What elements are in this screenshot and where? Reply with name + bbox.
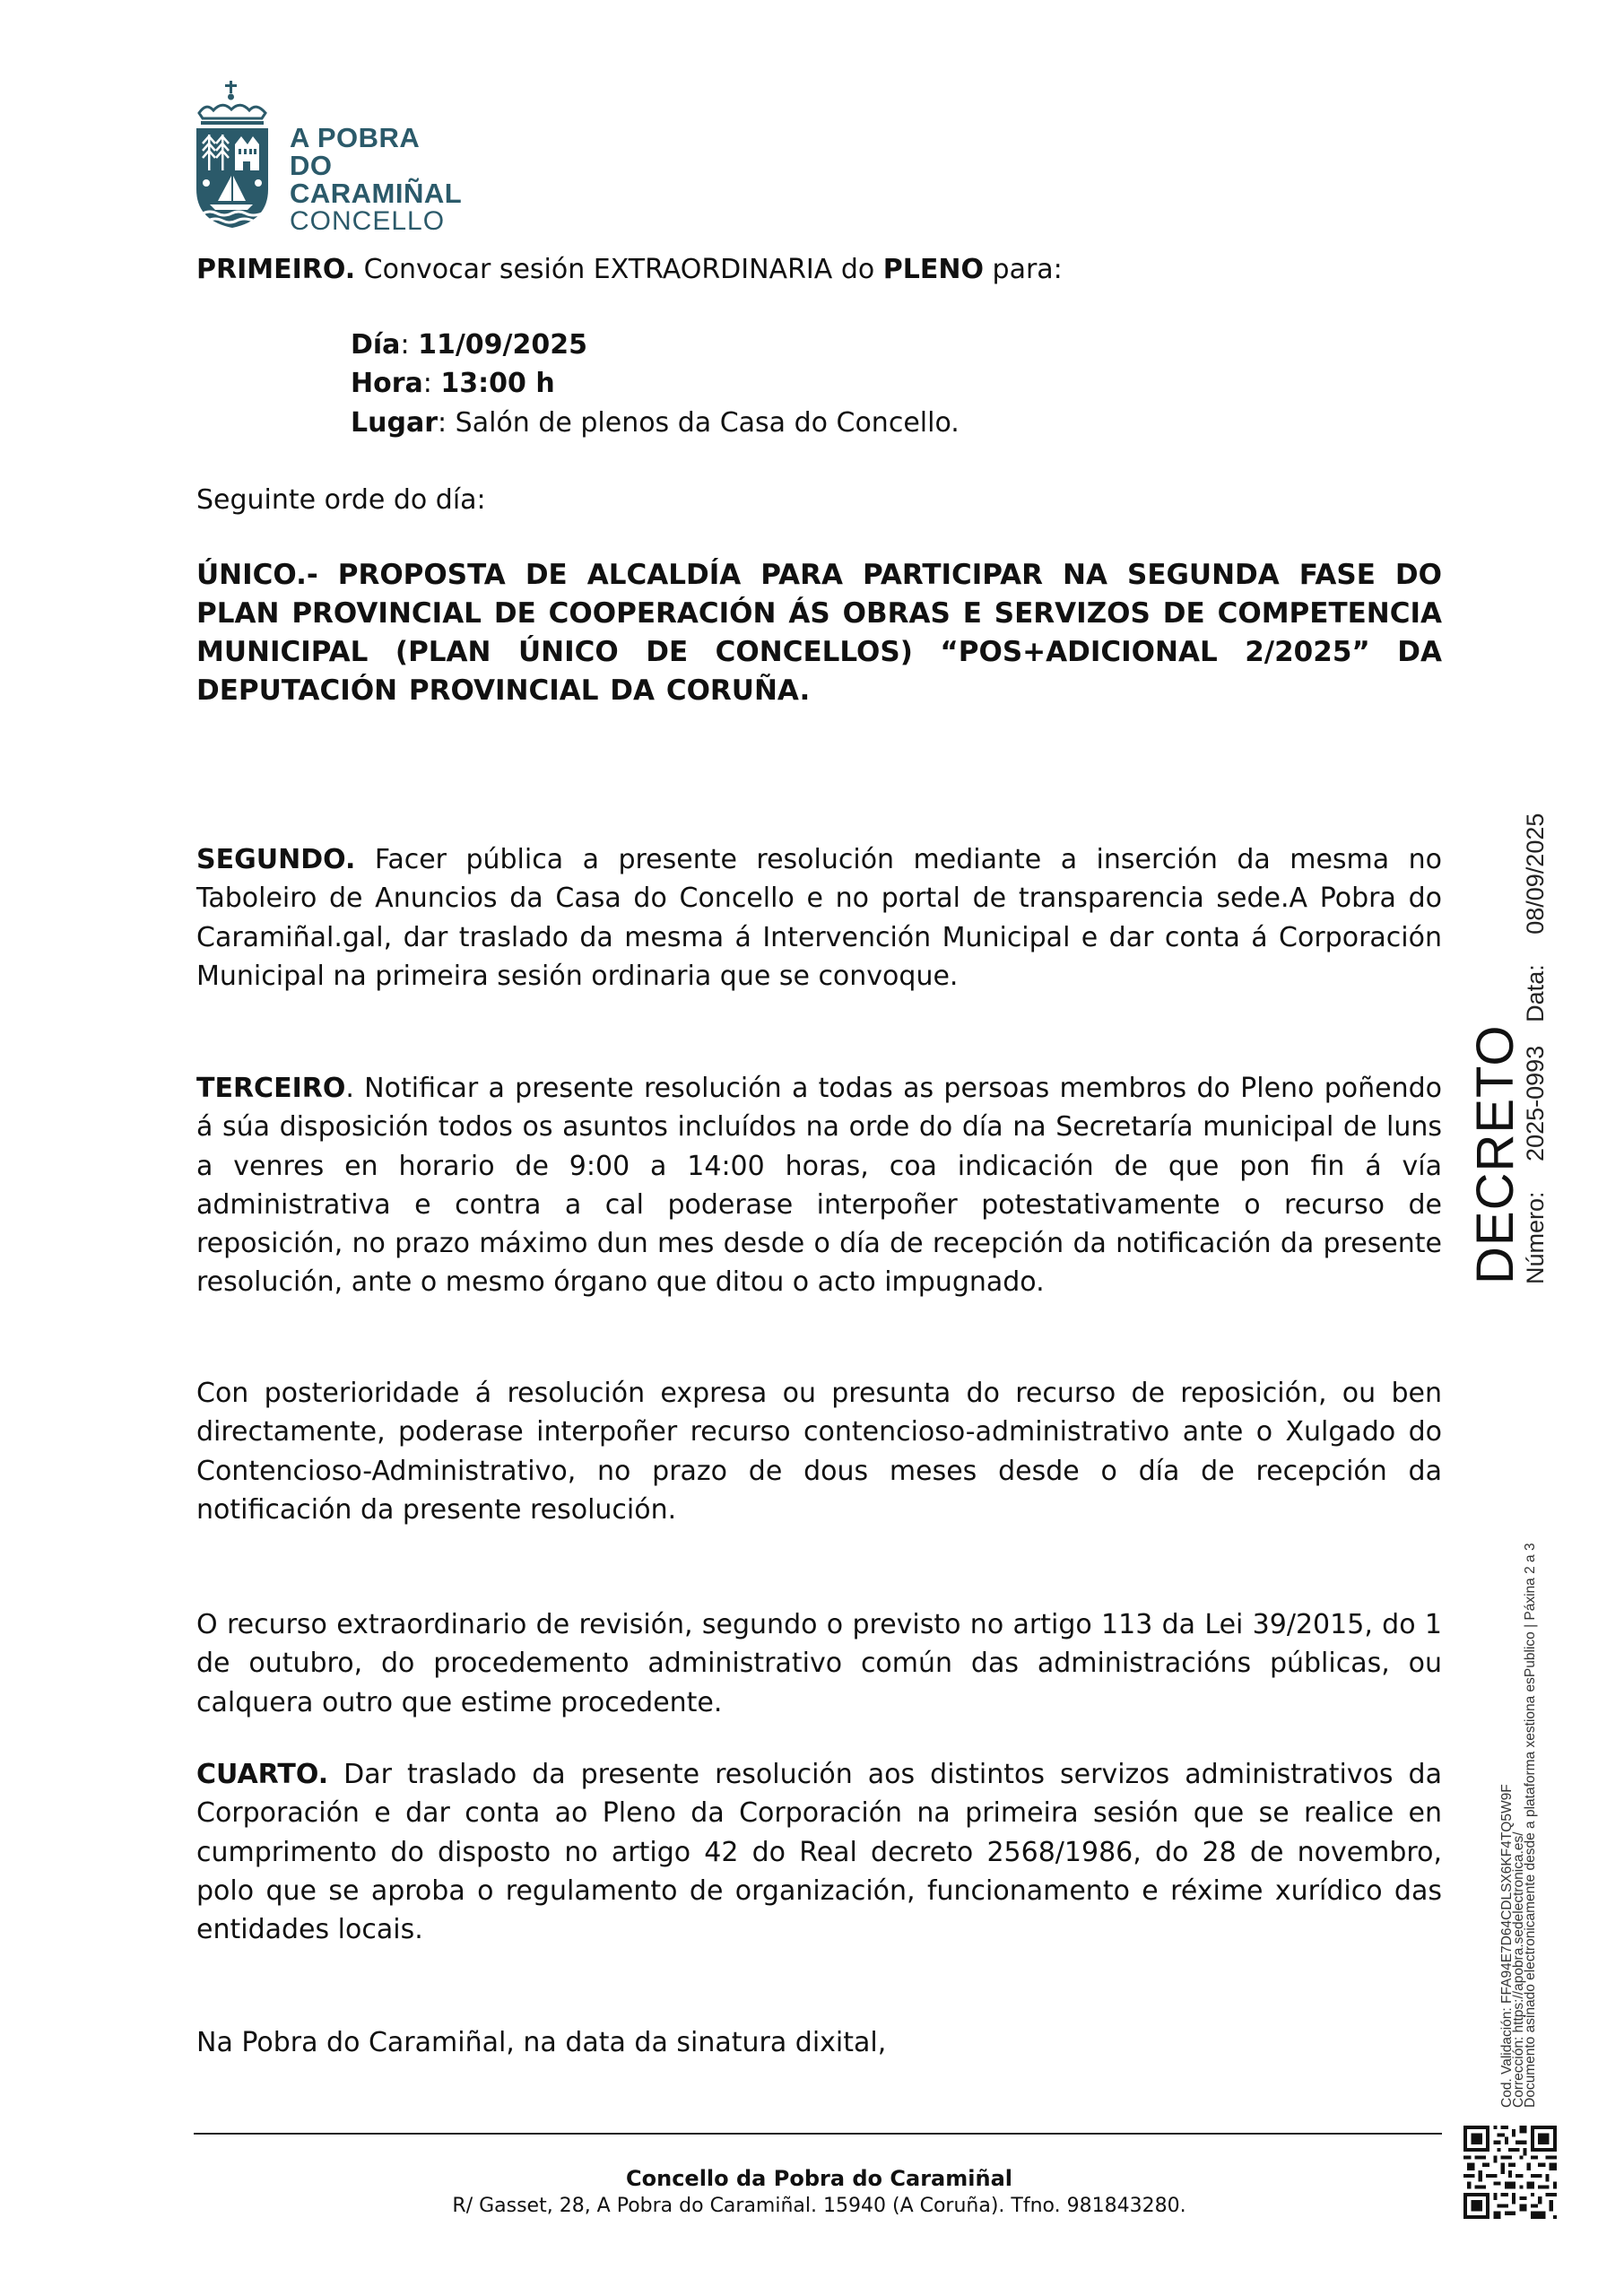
municipality-name <box>290 124 503 235</box>
cuarto-paragraph <box>196 1755 1442 1949</box>
separator: : <box>422 368 441 400</box>
cuarto-text: Dar traslado da presente resolución aos distintos servizos administrativos da Corporación e dar conta ao Pleno da Corporación na primeira sesión que se realice en cumprimento do disposto no artigo 42 do Real decreto 2568/1986, do 28 de novembro, polo que se aproba o regulamento de organización, funcionamento e réxime xurídico das entidades locais. <box>196 1759 1442 1946</box>
qr-code-icon[interactable] <box>1463 2126 1557 2219</box>
revision-paragraph: O recurso extraordinario de revisión, segundo o previsto no artigo 113 da Lei 39/2015, do 1 de outubro, do procedemento administrativo común das administracións públicas, ou calquera outro que estime procedente. <box>196 1609 1442 1718</box>
day-value: 11/09/2025 <box>418 329 587 361</box>
agenda-intro: Seguinte orde do día: <box>196 484 486 516</box>
time-label: Hora <box>351 368 423 400</box>
primeiro-text: Convocar sesión EXTRAORDINARIA do <box>355 254 883 285</box>
decree-date <box>1522 813 1549 1022</box>
primeiro-text-end: para: <box>983 254 1063 285</box>
terceiro-paragraph <box>196 1069 1442 1302</box>
place-label: Lugar <box>351 406 438 439</box>
footer-address: R/ Gasset, 28, A Pobra do Caramiñal. 15940 (A Coruña). Tfno. 981843280. <box>452 2195 1186 2217</box>
separator: : <box>400 329 419 361</box>
primeiro-paragraph <box>196 250 1442 289</box>
logo-line-3: CONCELLO <box>290 206 446 236</box>
session-time <box>351 364 960 403</box>
session-day <box>351 326 960 364</box>
pleno-word: PLENO <box>882 254 984 285</box>
signature-note: Documento asinado electronicamente desde a plataforma xestiona esPublico | Páxina 2 a 3 <box>1523 1543 1538 2108</box>
footer-title: Concello da Pobra do Caramiñal <box>626 2166 1012 2191</box>
coat-of-arms-icon <box>194 77 271 230</box>
segundo-paragraph <box>196 840 1442 996</box>
contencioso-paragraph: Con posterioridade á resolución expresa ou presunta do recurso de reposición, ou ben directamente, poderase interpoñer recurso contencioso-administrativo ante o Xulgado do Contencioso-Administrativo, no prazo de dous meses desde o día de recepción da notificación da presente resolución. <box>196 1378 1442 1526</box>
footer-divider <box>194 2133 1442 2135</box>
session-details <box>351 326 960 442</box>
time-value: 13:00 h <box>440 368 555 400</box>
validation-info <box>1501 1543 1536 2108</box>
separator: : <box>438 406 456 439</box>
validation-url: Corrección: https://apobra.sedelectronica.es/ <box>1511 1831 1526 2108</box>
terceiro-text: . Notificar a presente resolución a todas as persoas membros do Pleno poñendo á súa disposición todos os asuntos incluídos na orde do día na Secretaría municipal de luns a venres en horario de 9:00 a 14:00 horas, coa indicación de que pon fin á vía administrativa e contra a cal poderase interpoñer potestativamente o recurso de reposición, no prazo máximo dun mes desde o día de recepción da notificación da presente resolución, ante o mesmo órgano que ditou o acto impugnado. <box>196 1073 1442 1299</box>
segundo-text: Facer pública a presente resolución mediante a inserción da mesma no Taboleiro de Anuncios da Casa do Concello e no portal de transparencia sede.A Pobra do Caramiñal.gal, dar traslado da mesma á Intervención Municipal e dar conta á Corporación Municipal na primeira sesión ordinaria que se convoque. <box>196 844 1442 992</box>
municipality-logo <box>194 77 503 239</box>
date-label: Data: <box>1522 964 1549 1022</box>
closing-line: Na Pobra do Caramiñal, na data da sinatura dixital, <box>196 2027 887 2058</box>
primeiro-label: PRIMEIRO. <box>196 254 356 285</box>
cuarto-label: CUARTO. <box>196 1759 329 1790</box>
number-label: Número: <box>1522 1191 1549 1284</box>
decree-number <box>1522 1046 1549 1284</box>
day-label: Día <box>351 329 401 361</box>
terceiro-label: TERCEIRO <box>196 1073 346 1104</box>
number-value: 2025-0993 <box>1522 1045 1549 1161</box>
decree-number-date <box>1522 813 1549 1284</box>
logo-line-1: A POBRA <box>290 122 421 153</box>
session-place <box>351 404 960 442</box>
place-value: Salón de plenos da Casa do Concello. <box>455 406 960 439</box>
decree-type-stamp: DECRETO <box>1466 1024 1524 1284</box>
validation-code: Cod. Validación: FFA94E7D64CDLSX6KF4TQ5W9F <box>1499 1784 1515 2108</box>
logo-line-2: DO CARAMIÑAL <box>290 150 463 209</box>
segundo-label: SEGUNDO. <box>196 844 356 875</box>
agenda-item-unico: ÚNICO.- PROPOSTA DE ALCALDÍA PARA PARTICIPAR NA SEGUNDA FASE DO PLAN PROVINCIAL DE COOPERACIÓN ÁS OBRAS E SERVIZOS DE COMPETENCIA MUNICIPAL (PLAN ÚNICO DE CONCELLOS) “POS+ADICIONAL 2/2025” DA DEPUTACIÓN PROVINCIAL DA CORUÑA. <box>196 559 1442 707</box>
date-value: 08/09/2025 <box>1522 813 1549 935</box>
